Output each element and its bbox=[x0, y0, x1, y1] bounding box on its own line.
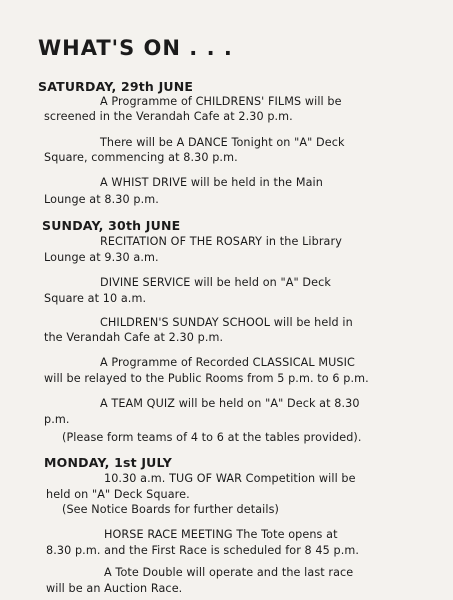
event-line: There will be A DANCE Tonight on "A" Deck bbox=[100, 136, 345, 149]
event-line: HORSE RACE MEETING The Tote opens at bbox=[104, 528, 338, 541]
event-line: screened in the Verandah Cafe at 2.30 p.m. bbox=[44, 110, 293, 123]
event-line: (See Notice Boards for further details) bbox=[62, 503, 279, 516]
event-line: the Verandah Cafe at 2.30 p.m. bbox=[44, 331, 224, 344]
event-line: Lounge at 8.30 p.m. bbox=[44, 193, 159, 206]
event-line: A TEAM QUIZ will be held on "A" Deck at 8.30 bbox=[100, 397, 360, 410]
event-line: will be an Auction Race. bbox=[46, 582, 183, 595]
event-line: A Tote Double will operate and the last race bbox=[104, 566, 354, 579]
day-heading-saturday: SATURDAY, 29th JUNE bbox=[38, 79, 194, 94]
event-line: CHILDREN'S SUNDAY SCHOOL will be held in bbox=[100, 316, 353, 329]
event-line: p.m. bbox=[44, 413, 70, 426]
event-line: held on "A" Deck Square. bbox=[46, 488, 190, 501]
page-title: WHAT'S ON . . . bbox=[38, 36, 233, 60]
event-line: DIVINE SERVICE will be held on "A" Deck bbox=[100, 276, 331, 289]
event-line: Square, commencing at 8.30 p.m. bbox=[44, 151, 238, 164]
event-line: A Programme of Recorded CLASSICAL MUSIC bbox=[100, 356, 355, 369]
event-line: will be relayed to the Public Rooms from 5 p.m. to 6 p.m. bbox=[44, 372, 369, 385]
day-heading-sunday: SUNDAY, 30th JUNE bbox=[42, 218, 181, 233]
event-line: 10.30 a.m. TUG OF WAR Competition will be bbox=[104, 472, 356, 485]
event-line: Lounge at 9.30 a.m. bbox=[44, 251, 159, 264]
day-heading-monday: MONDAY, 1st JULY bbox=[44, 455, 172, 470]
event-line: (Please form teams of 4 to 6 at the tables provided). bbox=[62, 431, 362, 444]
event-line: RECITATION OF THE ROSARY in the Library bbox=[100, 235, 342, 248]
event-line: 8.30 p.m. and the First Race is scheduled for 8 45 p.m. bbox=[46, 544, 360, 557]
event-line: A Programme of CHILDRENS' FILMS will be bbox=[100, 95, 342, 108]
event-line: Square at 10 a.m. bbox=[44, 292, 147, 305]
event-line: A WHIST DRIVE will be held in the Main bbox=[100, 176, 323, 189]
